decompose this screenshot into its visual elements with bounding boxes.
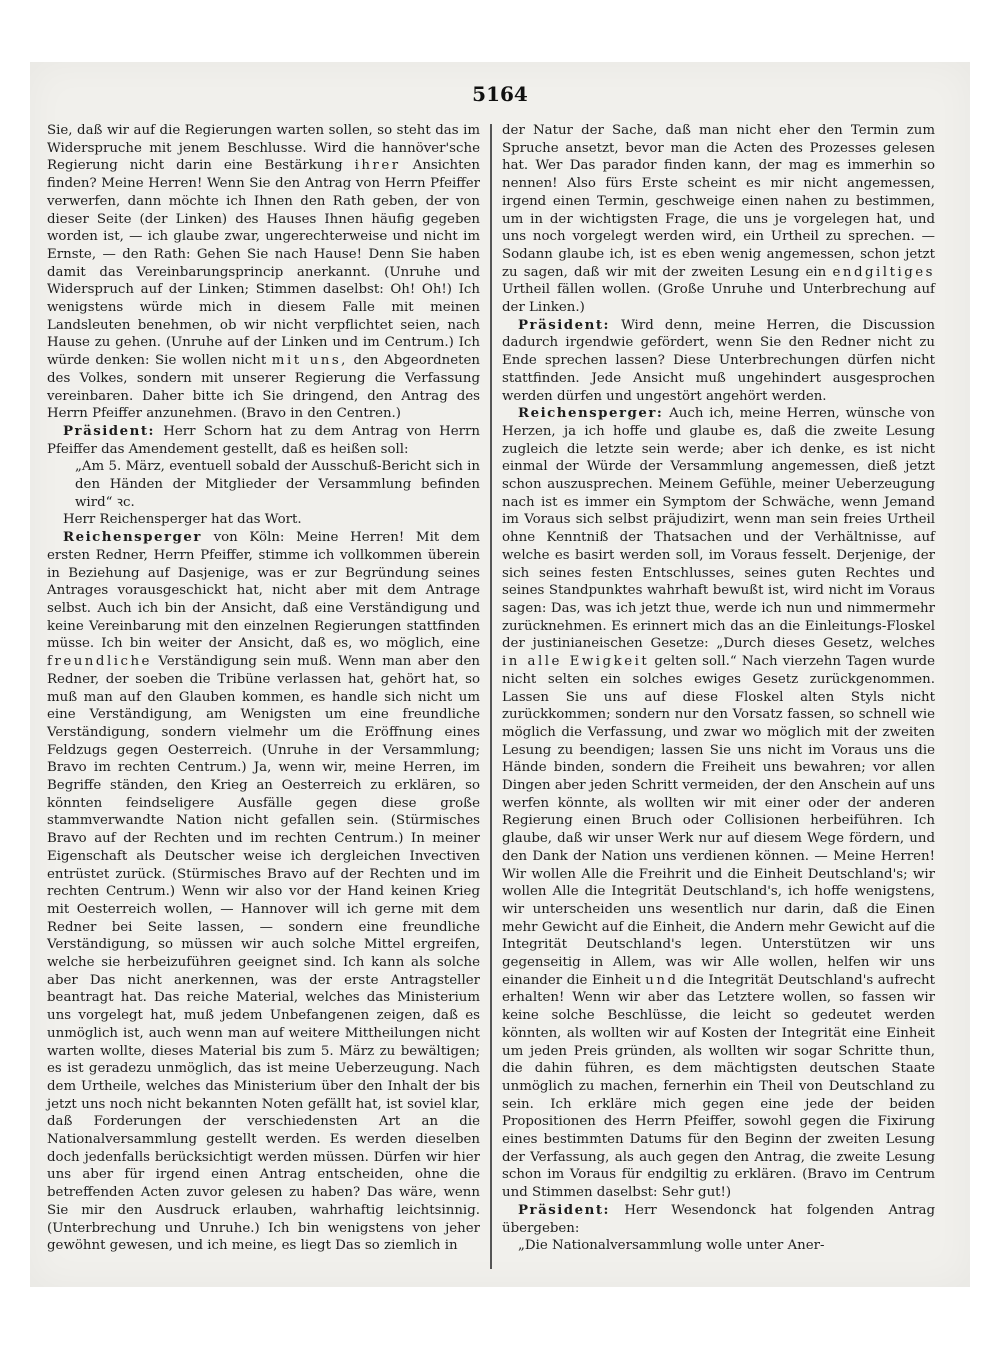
paragraph: Präsident: Herr Schorn hat zu dem Antrag von Herrn Pfeiffer das Amendement gestellt, daß es heißen soll: bbox=[47, 422, 480, 457]
paragraph: Reichensperger: Auch ich, meine Herren, wünsche von Herzen, ja ich hoffe und glaube es, daß die zweite Lesung zugleich die letzte sein werde; aber ich denke, es ist nicht einmal der Würde der Versammlung angemessen, dieß jetzt schon auszusprechen. Meinem Gefühle, meiner Ueberzeugung nach ist es immer ein Symptom der Schwäche, wenn Jemand im Voraus sich selbst präjudizirt, wenn man sein freies Urtheil ohne Kenntniß der Thatsachen und der Verhältnisse, auf welche es basirt werden soll, im Voraus fesselt. Derjenige, der sich seines festen Entschlusses, seines guten Rechtes und seines Standpunktes wahrhaft bewußt ist, wird nicht im Voraus sagen: Das, was ich jetzt thue, werde ich nun und nimmermehr zurücknehmen. Es erinnert mich das an die Einleitungs-Floskel der justinianeischen Gesetze: „Durch dieses Gesetz, welches in alle Ewigkeit gelten soll.“ Nach vierzehn Tagen wurde nicht selten ein solches ewiges Gesetz zurückgenommen. Lassen Sie uns auf diese Floskel alten Styls nicht zurückkommen; sondern nur den Vorsatz fassen, so schnell wie möglich die Verfassung, und zwar wo möglich mit der zweiten Lesung zu beendigen; lassen Sie uns nicht im Voraus uns die Hände binden, sondern die Freiheit uns bewahren; vor allen Dingen aber jeden Schritt vermeiden, der den Anschein auf uns werfen könnte, als wollten wir mit einer oder der anderen Regierung einen Bruch oder Collisionen herbeiführen. Ich glaube, daß wir unser Werk nur auf diesem Wege fördern, und den Dank der Nation uns verdienen können. — Meine Herren! Wir wollen Alle die Freihrit und die Einheit Deutschland's; wir wollen Alle die Integrität Deutschland's, ich hoffe wenigstens, wir unterscheiden uns wesentlich nur darin, daß die Einen mehr Gewicht auf die Einheit, die Andern mehr Gewicht auf die Integrität Deutschland's legen. Unterstützen wir uns gegenseitig in Allem, was wir Alle wollen, helfen wir uns einander die Einheit und die Integrität Deutschland's aufrecht erhalten! Wenn wir aber das Letztere wollen, so fassen wir keine solche Beschlüsse, die leicht so gedeutet werden könnten, als wollten wir auf Kosten der Integrität eine Einheit um jeden Preis gründen, als wollten wir sogar Schritte thun, die dahin führen, es dem mächtigsten deutschen Staate unmöglich zu machen, fernerhin ein Theil von Deutschland zu sein. Ich erkläre mich gegen eine jede der beiden Propositionen des Herrn Pfeiffer, sowohl gegen die Fixirung eines bestimmten Datums für den Beginn der zweiten Lesung der Verfassung, als auch gegen den Antrag, die zweite Lesung schon im Voraus für endgiltig zu erklären. (Bravo im Centrum und Stimmen daselbst: Sehr gut!) bbox=[502, 405, 936, 1201]
page-number: 5164 bbox=[472, 82, 528, 106]
paragraph: der Natur der Sache, daß man nicht eher den Termin zum Spruche ansetzt, bevor man die Acten des Prozesses gelesen hat. Wer Das parador finden kann, der mag es immerhin so nennen! Also fürs Erste scheint es mir nicht angemessen, irgend einen Termin, geschweige einen nahen zu bestimmen, um in der wichtigsten Frage, die uns je vorgelegen hat, und uns noch vorgelegt werden wird, ein Urtheil zu sprechen. — Sodann glaube ich, ist es eben wenig angemessen, schon jetzt zu sagen, daß wir mit der zweiten Lesung ein endgiltiges Urtheil fällen wollen. (Große Unruhe und Unterbrechung auf der Linken.) bbox=[502, 123, 935, 316]
emphasis: endgiltiges bbox=[832, 264, 935, 280]
emphasis: freundliche bbox=[47, 654, 152, 670]
page bbox=[30, 62, 970, 1287]
paragraph: Reichensperger von Köln: Meine Herren! Mit dem ersten Redner, Herrn Pfeiffer, stimme ich vollkommen überein in Beziehung auf Dasjenige, was er zur Begründung seines Antrages vorausgeschickt hat, nicht aber mit dem Antrage selbst. Auch ich bin der Ansicht, daß eine Verständigung und keine Vereinbarung mit den einzelnen Regierungen stattfinden müsse. Ich bin weiter der Ansicht, daß es, wo möglich, eine freundliche Verständigung sein muß. Wenn man aber den Redner, der soeben die Tribüne verlassen hat, gehört hat, so muß man auf den Glauben kommen, es handle sich nicht um eine Verständigung, am Wenigsten um eine freundliche Verständigung, sondern vielmehr um die Eröffnung eines Feldzugs gegen Oesterreich. (Unruhe in der Versammlung; Bravo im rechten Centrum.) Ja, wenn wir, meine Herren, im Begriffe ständen, den Krieg an Oesterreich zu erklären, so könnten feindseligere Ausfälle gegen diese große stammverwandte Nation nicht gefallen sein. (Stürmisches Bravo auf der Rechten und im rechten Centrum.) In meiner Eigenschaft als Deutscher weise ich dergleichen Invectiven entrüstet zurück. (Stürmisches Bravo auf der Rechten und im rechten Centrum.) Wenn wir also vor der Hand keinen Krieg mit Oesterreich wollen, — Hannover will ich gerne mit dem Redner bei Seite lassen, — sondern eine freundliche Verständigung, so müssen wir auch solche Mittel ergreifen, welche sie herbeizuführen geeignet sind. Ich kann als solche aber Das nicht anerkennen, was der erste Antragsteller beantragt hat. Das reiche Material, welches das Ministerium uns vorgelegt hat, muß jedem Unbefangenen zeigen, daß es unmöglich ist, auch wenn man auf weitere Mittheilungen nicht warten wollte, dieses Material bis zum 5. März zu bewältigen; es ist geradezu unmöglich, das ist meine Ueberzeugung. Nach dem Urtheile, welches das Ministerium über den Inhalt der bis jetzt uns noch nicht bekannten Noten gefällt hat, ist soviel klar, daß Forderungen der verschiedensten Art an die Nationalversammlung gestellt werden. Es werden dieselben doch jedenfalls berücksichtigt werden müssen. Dürfen wir hier uns aber für irgend einen Antrag entscheiden, ohne die betreffenden Acten zuvor gelesen zu haben? Das wäre, wenn Sie mir den Ausdruck erlauben, wahrhaftig leichtsinnig. (Unterbrechung und Unruhe.) Ich bin wenigstens von jeher gewöhnt gewesen, und ich meine, es liegt Das so ziemlich in bbox=[47, 529, 480, 1254]
paragraph: Herr Reichensperger hat das Wort. bbox=[63, 512, 302, 528]
speaker-name: Reichensperger: bbox=[518, 405, 664, 422]
emphasis: in alle Ewigkeit bbox=[502, 654, 650, 670]
emphasis: und bbox=[645, 972, 679, 988]
emphasis: mit uns, bbox=[271, 353, 348, 369]
quote: „Am 5. März, eventuell sobald der Ausschuß-Bericht sich in den Händen der Mitglieder der Versammlung befinden wird“ ꝛc. bbox=[75, 459, 480, 510]
quote: „Die Nationalversammlung wolle unter Aner- bbox=[518, 1238, 825, 1254]
speaker-name: Präsident: bbox=[518, 316, 610, 333]
paragraph: Präsident: Herr Wesendonck hat folgenden Antrag übergeben: bbox=[502, 1201, 935, 1236]
speaker-name: Präsident: bbox=[518, 1201, 610, 1218]
paragraph: Präsident: Wird denn, meine Herren, die Discussion dadurch irgendwie gefördert, wenn Sie den Redner nicht zu Ende sprechen lassen? Diese Unterbrechungen dürfen nicht stattfinden. Jede Ansicht muß ungehindert ausgesprochen werden dürfen und ungestört angehört werden. bbox=[502, 316, 935, 404]
column-divider bbox=[490, 124, 492, 1269]
speaker-name: Präsident: bbox=[63, 422, 155, 439]
paragraph: Sie, daß wir auf die Regierungen warten sollen, so steht das im Widerspruche mit jenem Beschlusse. Wird die hannöver'sche Regierung nicht darin eine Bestärkung ihrer Ansichten finden? Meine Herren! Wenn Sie den Antrag von Herrn Pfeiffer verwerfen, dann möchte ich Ihnen den Rath geben, der von dieser Seite (der Linken) des Hauses Ihnen häufig gegeben worden ist, — ich glaube zwar, ungerechterweise und nicht im Ernste, — den Rath: Gehen Sie nach Hause! Denn Sie haben damit das Vereinbarungsprincip anerkannt. (Unruhe und Widerspruch auf der Linken; Stimmen daselbst: Oh! Oh!) Ich wenigstens würde mich in diesem Falle mit meinen Landsleuten benehmen, ob wir nicht verpflichtet seien, nach Hause zu gehen. (Unruhe auf der Linken und im Centrum.) Ich würde denken: Sie wollen nicht mit uns, den Abgeordneten des Volkes, sondern mit unserer Regierung die Verfassung vereinbaren. Daher bitte ich Sie dringend, den Antrag des Herrn Pfeiffer anzunehmen. (Bravo in den Centren.) bbox=[47, 123, 480, 422]
emphasis: ihrer bbox=[354, 158, 401, 174]
speaker-name: Reichensperger bbox=[63, 529, 202, 546]
left-column bbox=[47, 122, 480, 1255]
right-column bbox=[502, 122, 935, 1255]
